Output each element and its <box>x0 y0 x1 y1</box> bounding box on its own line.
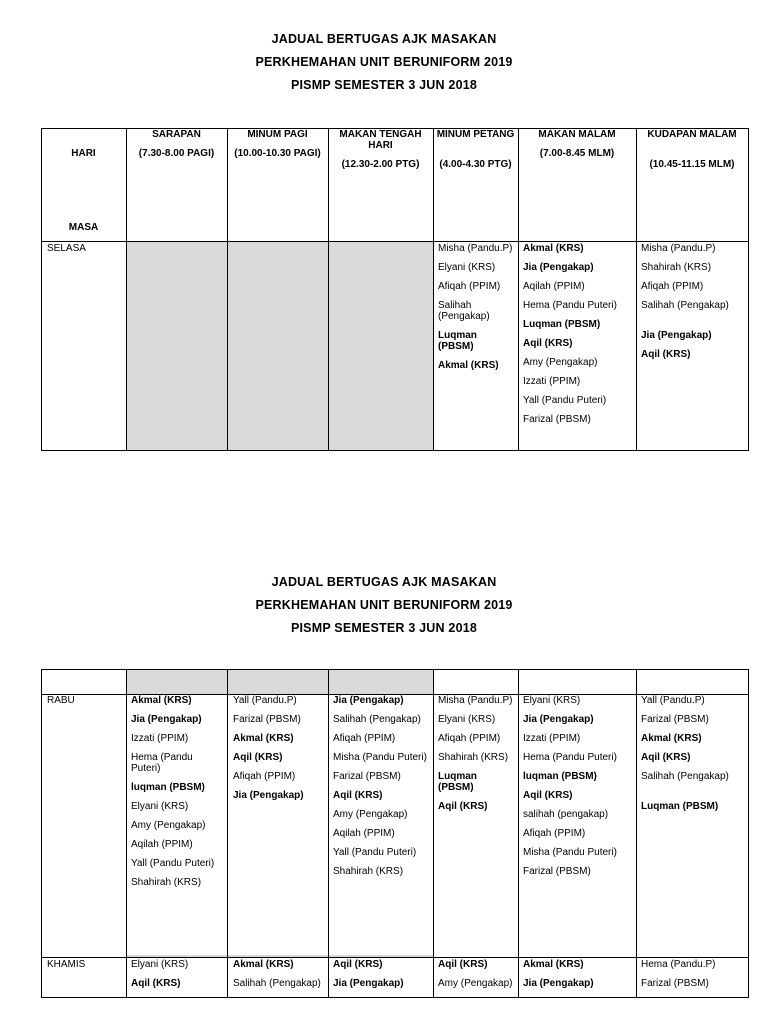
table-rule <box>41 957 749 958</box>
empty-cell <box>127 242 227 450</box>
p1-cell-item: Afiqah (PPIM) <box>438 281 501 292</box>
p2-cell-item: luqman (PBSM) <box>131 782 205 793</box>
p1-cell-item: Aqil (KRS) <box>641 349 691 360</box>
column-header-1: SARAPAN <box>152 129 201 140</box>
p2-cell-item: salihah (pengakap) <box>523 809 609 820</box>
page2-subtitle: PERKHEMAHAN UNIT BERUNIFORM 2019 <box>255 598 513 612</box>
p2-cell-item: Akmal (KRS) <box>523 959 584 970</box>
page2-subtitle-2: PISMP SEMESTER 3 JUN 2018 <box>290 621 478 635</box>
column-header-6: KUDAPAN MALAM <box>647 129 737 140</box>
p2-cell-item: Jia (Pengakap) <box>131 714 202 725</box>
column-rule <box>748 128 749 451</box>
day-label: RABU <box>47 695 75 706</box>
p1-cell-item: Elyani (KRS) <box>438 262 496 273</box>
column-header-3: MAKAN TENGAH HARI <box>339 129 422 151</box>
p1-cell-item: Aqil (KRS) <box>523 338 573 349</box>
column-time-1: (7.30-8.00 PAGI) <box>138 148 215 159</box>
p1-cell-item: Luqman (PBSM) <box>438 330 477 352</box>
p2-cell-item: Aqil (KRS) <box>233 752 283 763</box>
p2-cell-item: Aqil (KRS) <box>333 959 383 970</box>
p2-cell-item: Hema (Pandu.P) <box>641 959 716 970</box>
column-header-4: MINUM PETANG <box>436 129 515 140</box>
p2-cell-item: Misha (Pandu Puteri) <box>523 847 617 858</box>
p2-cell-item: Afiqah (PPIM) <box>438 733 501 744</box>
p2-cell-item: Jia (Pengakap) <box>333 978 404 989</box>
empty-cell <box>228 670 328 694</box>
p2-cell-item: Misha (Pandu.P) <box>438 695 513 706</box>
p2-cell-item: Jia (Pengakap) <box>523 978 594 989</box>
p2-cell-item: Aqilah (PPIM) <box>131 839 193 850</box>
p2-cell-item: Farizal (PBSM) <box>523 866 591 877</box>
p2-cell-item: Akmal (KRS) <box>233 733 294 744</box>
column-time-2: (10.00-10.30 PAGI) <box>234 148 321 159</box>
p2-cell-item: Hema (Pandu Puteri) <box>131 752 193 774</box>
table-border <box>41 669 749 670</box>
p2-cell-item: Jia (Pengakap) <box>523 714 594 725</box>
column-rule <box>41 669 42 998</box>
column-rule <box>518 669 519 998</box>
p2-cell-item: Afiqah (PPIM) <box>333 733 396 744</box>
p2-cell-item: Luqman (PBSM) <box>438 771 477 793</box>
column-rule <box>126 128 127 451</box>
page2-title: JADUAL BERTUGAS AJK MASAKAN <box>271 575 497 589</box>
p2-cell-item: Yall (Pandu.P) <box>641 695 705 706</box>
p1-cell-item: Izzati (PPIM) <box>523 376 581 387</box>
p2-cell-item: Farizal (PBSM) <box>641 978 709 989</box>
page1-subtitle-2: PISMP SEMESTER 3 JUN 2018 <box>290 78 478 92</box>
empty-cell <box>127 670 227 694</box>
p1-cell-item: Luqman (PBSM) <box>523 319 601 330</box>
table-border <box>41 997 749 998</box>
p2-cell-item: Elyani (KRS) <box>131 801 189 812</box>
p2-cell-item: Aqil (KRS) <box>438 959 488 970</box>
p1-cell-item: Salihah (Pengakap) <box>438 300 490 322</box>
p1-cell-item: Farizal (PBSM) <box>523 414 591 425</box>
column-rule <box>126 669 127 998</box>
p2-cell-item: Farizal (PBSM) <box>641 714 709 725</box>
p1-cell-item: Akmal (KRS) <box>438 360 499 371</box>
p2-cell-item: Izzati (PPIM) <box>131 733 189 744</box>
p2-cell-item: Akmal (KRS) <box>641 733 702 744</box>
day-label: SELASA <box>47 243 86 254</box>
p1-cell-item: Yall (Pandu Puteri) <box>523 395 607 406</box>
empty-cell <box>329 242 433 450</box>
p2-cell-item: Misha (Pandu Puteri) <box>333 752 427 763</box>
column-rule <box>328 669 329 998</box>
p2-cell-item: Elyani (KRS) <box>131 959 189 970</box>
column-time-4: (4.00-4.30 PTG) <box>439 159 512 170</box>
p1-cell-item: Aqilah (PPIM) <box>523 281 585 292</box>
page1-subtitle: PERKHEMAHAN UNIT BERUNIFORM 2019 <box>255 55 513 69</box>
p1-cell-item: Amy (Pengakap) <box>523 357 598 368</box>
p2-cell-item: Farizal (PBSM) <box>233 714 301 725</box>
column-header-5: MAKAN MALAM <box>538 129 616 140</box>
p2-cell-item: Jia (Pengakap) <box>233 790 304 801</box>
empty-cell <box>329 670 433 694</box>
column-time-5: (7.00-8.45 MLM) <box>539 148 615 159</box>
p1-cell-item: Jia (Pengakap) <box>641 330 712 341</box>
p1-cell-item: Afiqah (PPIM) <box>641 281 704 292</box>
p2-cell-item: Yall (Pandu Puteri) <box>333 847 417 858</box>
p2-cell-item: Salihah (Pengakap) <box>233 978 321 989</box>
p2-cell-item: Luqman (PBSM) <box>641 801 719 812</box>
column-time-3: (12.30-2.00 PTG) <box>341 159 420 170</box>
column-rule <box>227 128 228 451</box>
empty-cell <box>228 242 328 450</box>
p2-cell-item: luqman (PBSM) <box>523 771 597 782</box>
column-rule <box>227 669 228 998</box>
p2-cell-item: Afiqah (PPIM) <box>233 771 296 782</box>
column-rule <box>636 128 637 451</box>
column-rule <box>636 669 637 998</box>
p2-cell-item: Jia (Pengakap) <box>333 695 404 706</box>
header-masa: MASA <box>68 222 99 233</box>
p2-cell-item: Aqil (KRS) <box>438 801 488 812</box>
p2-cell-item: Yall (Pandu.P) <box>233 695 297 706</box>
p1-cell-item: Akmal (KRS) <box>523 243 584 254</box>
column-time-6: (10.45-11.15 MLM) <box>649 159 735 170</box>
day-label: KHAMIS <box>47 959 86 970</box>
p2-cell-item: Aqil (KRS) <box>641 752 691 763</box>
p2-cell-item: Akmal (KRS) <box>131 695 192 706</box>
p2-cell-item: Farizal (PBSM) <box>333 771 401 782</box>
p2-cell-item: Afiqah (PPIM) <box>523 828 586 839</box>
p2-cell-item: Salihah (Pengakap) <box>333 714 421 725</box>
page1-title: JADUAL BERTUGAS AJK MASAKAN <box>271 32 497 46</box>
p1-cell-item: Misha (Pandu.P) <box>438 243 513 254</box>
column-rule <box>433 128 434 451</box>
p1-cell-item: Shahirah (KRS) <box>641 262 712 273</box>
p2-cell-item: Amy (Pengakap) <box>131 820 206 831</box>
p2-cell-item: Akmal (KRS) <box>233 959 294 970</box>
p2-cell-item: Izzati (PPIM) <box>523 733 581 744</box>
p2-cell-item: Shahirah (KRS) <box>333 866 404 877</box>
p1-cell-item: Misha (Pandu.P) <box>641 243 716 254</box>
p2-cell-item: Yall (Pandu Puteri) <box>131 858 215 869</box>
p2-cell-item: Hema (Pandu Puteri) <box>523 752 617 763</box>
p2-cell-item: Aqil (KRS) <box>131 978 181 989</box>
column-rule <box>433 669 434 998</box>
p2-cell-item: Elyani (KRS) <box>438 714 496 725</box>
column-rule <box>41 128 42 451</box>
p2-cell-item: Salihah (Pengakap) <box>641 771 729 782</box>
header-hari: HARI <box>71 148 96 159</box>
p2-cell-item: Amy (Pengakap) <box>333 809 408 820</box>
table-rule <box>41 241 749 242</box>
p1-cell-item: Salihah (Pengakap) <box>641 300 729 311</box>
p2-cell-item: Aqil (KRS) <box>523 790 573 801</box>
p1-cell-item: Jia (Pengakap) <box>523 262 594 273</box>
column-rule <box>748 669 749 998</box>
p1-cell-item: Hema (Pandu Puteri) <box>523 300 617 311</box>
p2-cell-item: Elyani (KRS) <box>523 695 581 706</box>
column-rule <box>518 128 519 451</box>
p2-cell-item: Shahirah (KRS) <box>131 877 202 888</box>
p2-cell-item: Amy (Pengakap) <box>438 978 513 989</box>
p2-cell-item: Shahirah (KRS) <box>438 752 509 763</box>
column-rule <box>328 128 329 451</box>
table-border <box>41 450 749 451</box>
column-header-2: MINUM PAGI <box>247 129 308 140</box>
p2-cell-item: Aqil (KRS) <box>333 790 383 801</box>
p2-cell-item: Aqilah (PPIM) <box>333 828 395 839</box>
